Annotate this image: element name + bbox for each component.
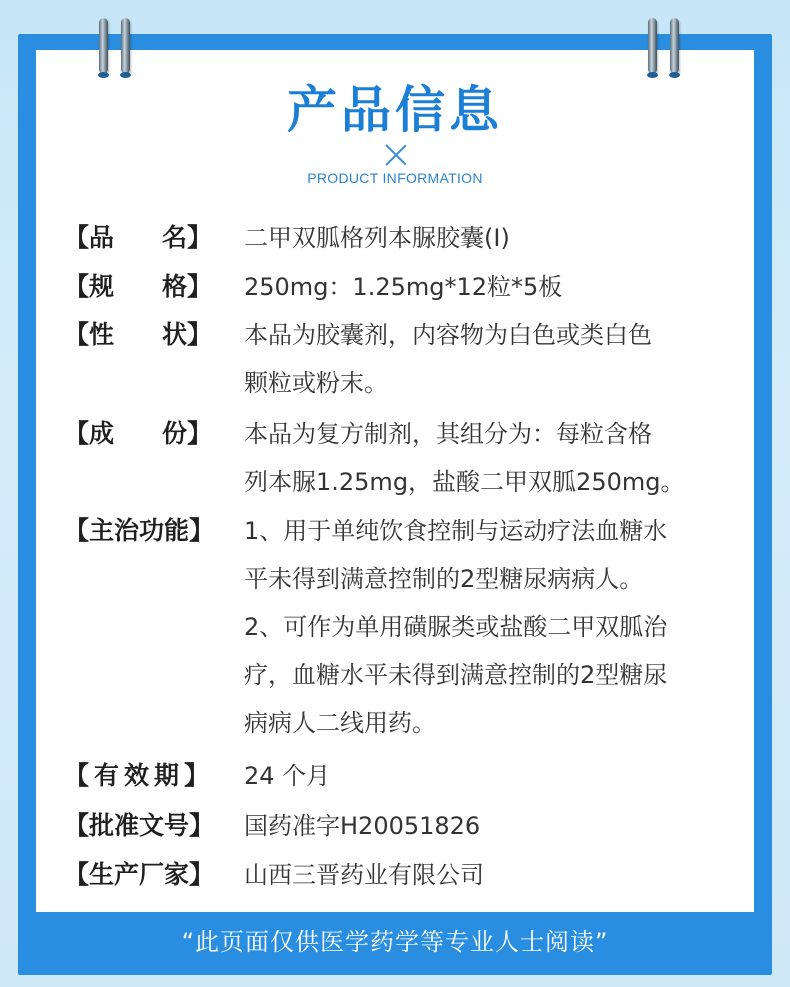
field-label: 【生产厂家】 <box>64 860 215 889</box>
field-label: 【品 名】 <box>64 223 212 252</box>
cross-icon <box>385 144 407 166</box>
field-value: 二甲双胍格列本脲胶囊(Ⅰ) <box>244 224 510 252</box>
field-value: 山西三晋药业有限公司 <box>244 861 484 889</box>
field-label: 【有效期】 <box>64 761 215 790</box>
page-title: 产品信息 <box>287 81 503 139</box>
binder-ring-icon <box>670 18 679 74</box>
footer-notice: “此页面仅供医学药学等专业人士阅读” <box>181 928 609 956</box>
binder-ring-icon <box>121 18 130 74</box>
field-label: 【主治功能】 <box>64 516 215 545</box>
binder-ring-icon <box>99 18 108 74</box>
field-value: 本品为胶囊剂，内容物为白色或类白色 颗粒或粉末。 <box>244 321 652 397</box>
field-label: 【成 份】 <box>64 419 212 448</box>
field-value: 本品为复方制剂，其组分为：每粒含格 列本脲1.25mg，盐酸二甲双胍250mg。 <box>244 420 685 496</box>
field-value: 国药准字H20051826 <box>244 812 481 840</box>
field-label: 【规 格】 <box>64 272 212 301</box>
field-value: 24 个月 <box>244 762 331 790</box>
field-label: 【性 状】 <box>64 320 212 349</box>
binder-ring-icon <box>648 18 657 74</box>
field-value: 1、用于单纯饮食控制与运动疗法血糖水 平未得到满意控制的2型糖尿病病人。 2、可作为单用磺脲类或盐酸二甲双胍治 疗，血糖水平未得到满意控制的2型糖尿 病病人二线用药。 <box>244 517 668 737</box>
field-label: 【批准文号】 <box>64 811 215 840</box>
page-subtitle: PRODUCT INFORMATION <box>307 170 483 186</box>
field-value: 250mg：1.25mg*12粒*5板 <box>244 273 563 301</box>
